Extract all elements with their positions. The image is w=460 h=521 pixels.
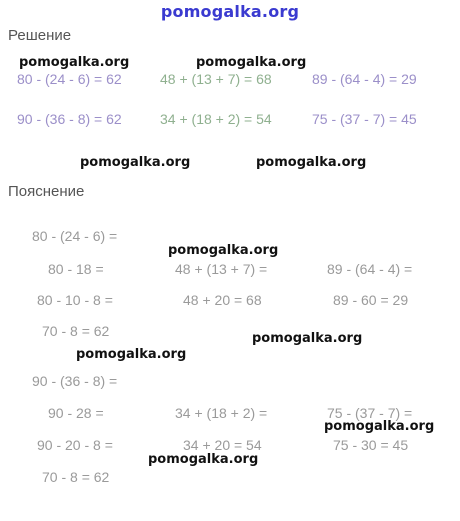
explanation-step: 90 - (36 - 8) = xyxy=(32,373,118,389)
explanation-step: 89 - (64 - 4) = xyxy=(327,261,413,277)
watermark: pomogalka.org xyxy=(76,347,187,362)
solution-equation: 90 - (36 - 8) = 62 xyxy=(17,111,122,127)
watermark: pomogalka.org xyxy=(256,155,367,170)
watermark: pomogalka.org xyxy=(196,55,307,70)
explanation-step: 80 - 18 = xyxy=(48,261,104,277)
site-logo: pomogalka.org xyxy=(160,2,300,21)
watermark: pomogalka.org xyxy=(19,55,130,70)
explanation-step: 90 - 20 - 8 = xyxy=(37,437,113,453)
solution-equation: 89 - (64 - 4) = 29 xyxy=(312,71,417,87)
watermark: pomogalka.org xyxy=(168,243,279,258)
explanation-step: 89 - 60 = 29 xyxy=(333,292,409,308)
solution-equation: 34 + (18 + 2) = 54 xyxy=(160,111,272,127)
watermark: pomogalka.org xyxy=(148,452,259,467)
explanation-step: 75 - (37 - 7) = xyxy=(327,405,413,421)
explanation-step: 34 + 20 = 54 xyxy=(183,437,262,453)
explanation-step: 48 + 20 = 68 xyxy=(183,292,262,308)
explanation-step: 34 + (18 + 2) = xyxy=(175,405,268,421)
watermark: pomogalka.org xyxy=(324,419,435,434)
watermark: pomogalka.org xyxy=(80,155,191,170)
explanation-step: 70 - 8 = 62 xyxy=(42,323,110,339)
explanation-step: 90 - 28 = xyxy=(48,405,104,421)
solution-equation: 48 + (13 + 7) = 68 xyxy=(160,71,272,87)
explanation-step: 48 + (13 + 7) = xyxy=(175,261,268,277)
explanation-step: 80 - 10 - 8 = xyxy=(37,292,113,308)
solution-equation: 80 - (24 - 6) = 62 xyxy=(17,71,122,87)
explanation-step: 80 - (24 - 6) = xyxy=(32,228,118,244)
solution-equation: 75 - (37 - 7) = 45 xyxy=(312,111,417,127)
explanation-step: 75 - 30 = 45 xyxy=(333,437,409,453)
solution-heading: Решение xyxy=(8,27,72,44)
explanation-step: 70 - 8 = 62 xyxy=(42,469,110,485)
explanation-heading: Пояснение xyxy=(8,183,85,200)
watermark: pomogalka.org xyxy=(252,331,363,346)
